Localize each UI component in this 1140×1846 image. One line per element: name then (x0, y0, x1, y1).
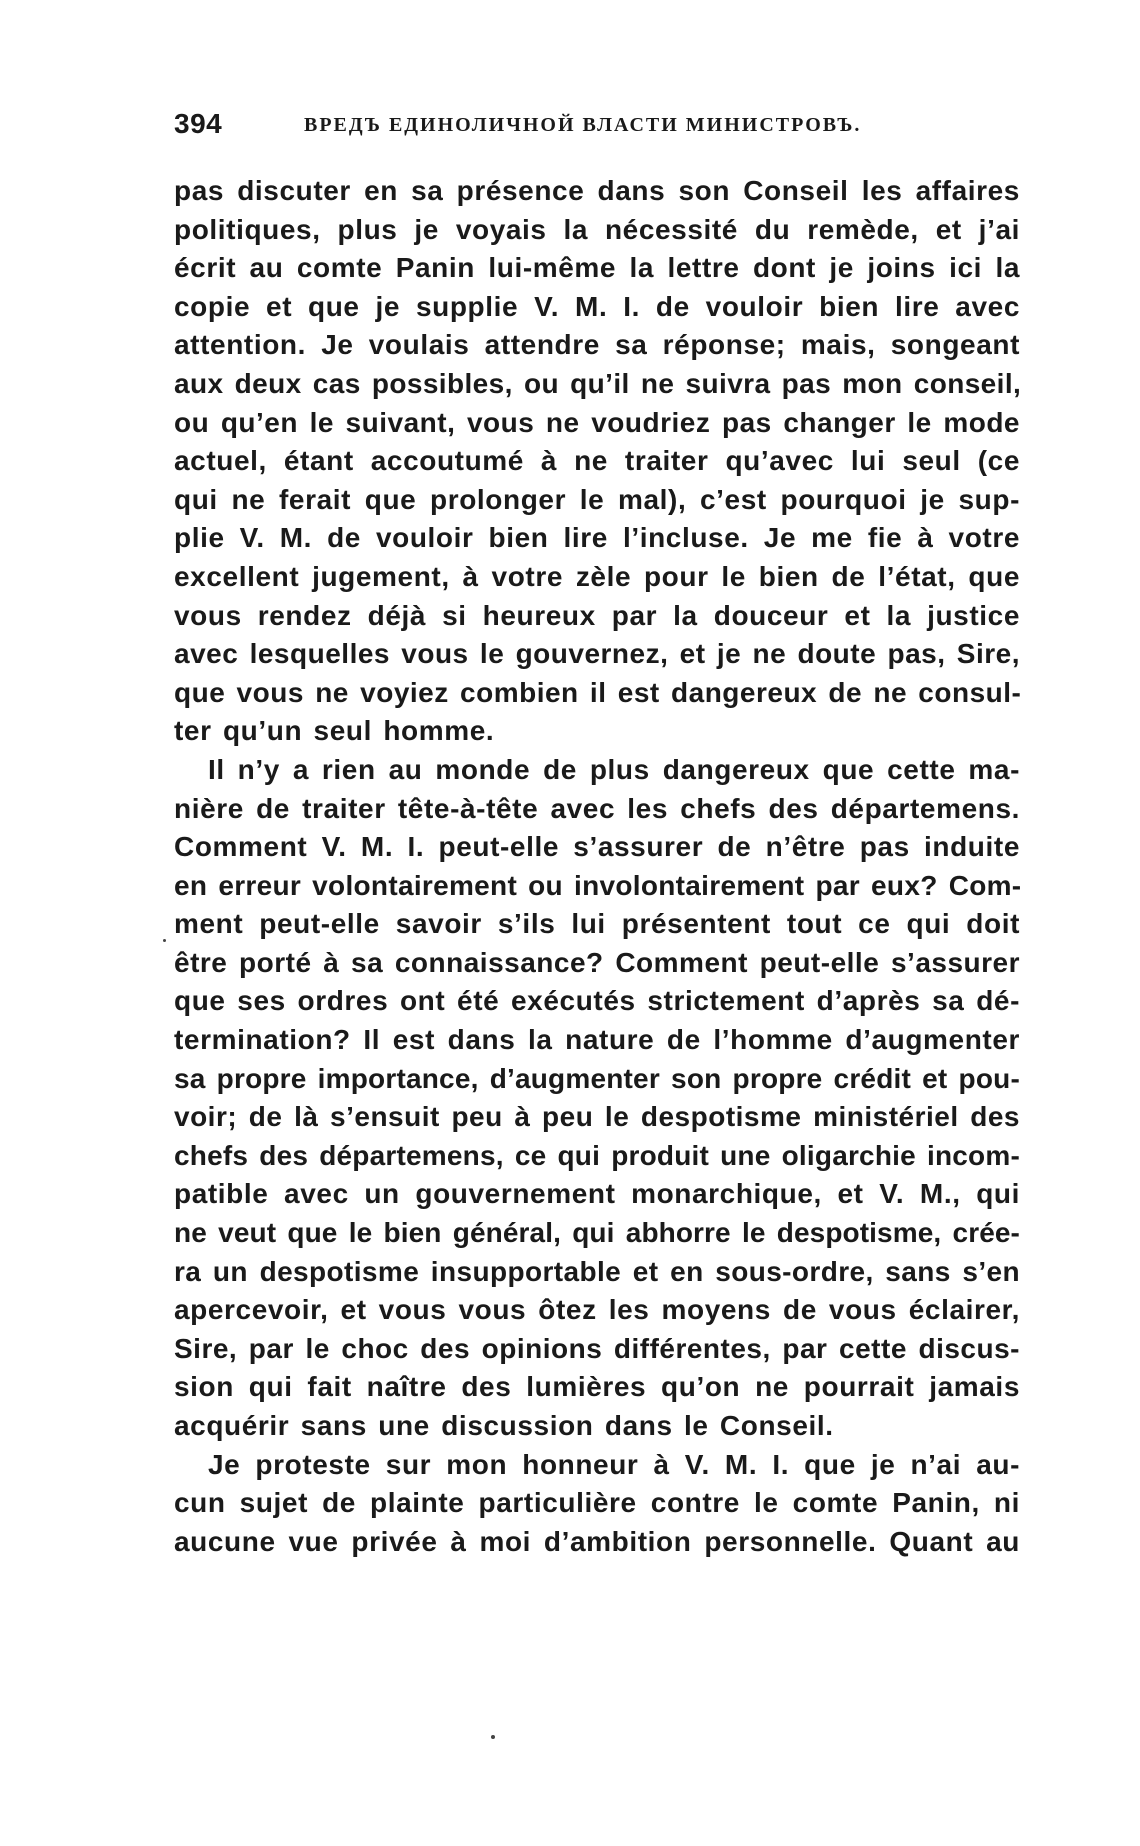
text-line: ment peut-elle savoir s’ils lui présentent tout ce qui doit (174, 908, 1020, 940)
text-line: qui ne ferait que prolonger le mal), c’est pourquoi je sup- (174, 483, 1020, 515)
text-line: attention. Je voulais attendre sa réponse; mais, songeant (174, 329, 1020, 361)
text-line: pas discuter en sa présence dans son Conseil les affaires (174, 175, 1020, 206)
text-line: sion qui fait naître des lumières qu’on ne pourrait jamais (174, 1371, 1020, 1403)
text-line: copie et que je supplie V. M. I. de vouloir bien lire avec (174, 290, 1020, 322)
text-line: apercevoir, et vous vous ôtez les moyens de vous éclairer, (174, 1294, 1020, 1326)
text-line: actuel, étant accoutumé à ne traiter qu’avec lui seul (ce (174, 445, 1020, 477)
text-line: aucune vue privée à moi d’ambition personnelle. Quant au (174, 1525, 1020, 1557)
text-line: Je proteste sur mon honneur à V. M. I. que je n’ai au- (208, 1448, 1020, 1480)
text-line: que vous ne voyiez combien il est dangereux de ne consul- (174, 676, 1022, 708)
text-line: écrit au comte Panin lui-même la lettre dont je joins ici la (174, 252, 1020, 284)
text-line: ne veut que le bien général, qui abhorre le despotisme, crée- (174, 1217, 1020, 1249)
text-line: Il n’y a rien au monde de plus dangereux que cette ma- (208, 753, 1020, 785)
scan-speck (491, 1735, 495, 1739)
text-line: ter qu’un seul homme. (174, 715, 495, 747)
text-line: patible avec un gouvernement monarchique, et V. M., qui (174, 1178, 1020, 1210)
text-line: plie V. M. de vouloir bien lire l’incluse. Je me fie à votre (174, 522, 1020, 554)
text-line: ra un despotisme insupportable et en sous-ordre, sans s’en (174, 1255, 1020, 1287)
text-line: être porté à sa connaissance? Comment peut-elle s’assurer (174, 946, 1020, 978)
text-line: politiques, plus je voyais la nécessité du remède, et j’ai (174, 213, 1020, 245)
text-line: ou qu’en le suivant, vous ne voudriez pas changer le mode (174, 406, 1020, 438)
text-line: avec lesquelles vous le gouvernez, et je ne doute pas, Sire, (174, 638, 1020, 670)
text-line: excellent jugement, à votre zèle pour le bien de l’état, que (174, 560, 1020, 592)
text-line: aux deux cas possibles, ou qu’il ne suivra pas mon conseil, (174, 367, 1022, 399)
text-line: chefs des départemens, ce qui produit une oligarchie incom- (174, 1139, 1020, 1171)
text-line: cun sujet de plainte particulière contre le comte Panin, ni (174, 1487, 1020, 1519)
text-line: Comment V. M. I. peut-elle s’assurer de n’être pas induite (174, 831, 1020, 863)
text-line: vous rendez déjà si heureux par la douceur et la justice (174, 599, 1020, 631)
text-line: que ses ordres ont été exécutés strictement d’après sa dé- (174, 985, 1020, 1017)
text-line: Sire, par le choc des opinions différentes, par cette discus- (174, 1332, 1020, 1364)
body-text (174, 172, 1020, 1561)
text-line: voir; de là s’ensuit peu à peu le despotisme ministériel des (174, 1101, 1020, 1133)
running-title: ВРЕДЪ ЕДИНОЛИЧНОЙ ВЛАСТИ МИНИСТРОВЪ. (304, 114, 862, 136)
page-number: 394 (174, 108, 223, 139)
running-head (174, 108, 1024, 148)
text-line: en erreur volontairement ou involontairement par eux? Com- (174, 869, 1022, 901)
text-line: sa propre importance, d’augmenter son propre crédit et pou- (174, 1062, 1020, 1094)
text-line: acquérir sans une discussion dans le Conseil. (174, 1410, 834, 1441)
text-line: nière de traiter tête-à-tête avec les chefs des départemens. (174, 792, 1020, 824)
scan-speck (163, 939, 166, 942)
text-line: termination? Il est dans la nature de l’homme d’augmenter (174, 1024, 1020, 1056)
